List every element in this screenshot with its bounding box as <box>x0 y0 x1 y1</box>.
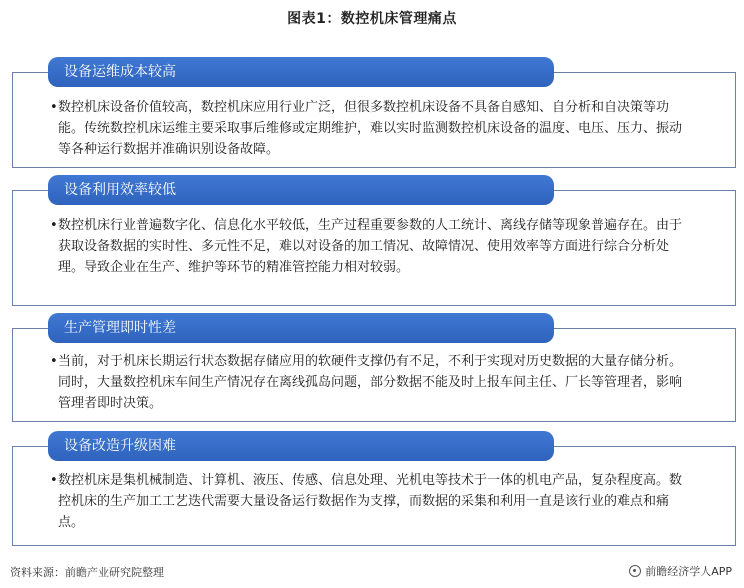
section-bullet-operation-cost <box>50 97 692 160</box>
bullet-dot-icon: • <box>50 473 58 488</box>
section-header-operation-cost: 设备运维成本较高 <box>48 57 554 87</box>
bullet-dot-icon: • <box>50 218 58 233</box>
section-header-upgrade: 设备改造升级困难 <box>48 431 554 461</box>
qianzhan-logo-icon <box>629 565 641 577</box>
section-header-utilization: 设备利用效率较低 <box>48 175 554 205</box>
section-bullet-utilization <box>50 215 692 278</box>
bullet-text: 当前，对于机床长期运行状态数据存储应用的软硬件支撑仍有不足，不利于实现对历史数据的大量存储分析。同时，大量数控机床车间生产情况存在离线孤岛问题，部分数据不能及时上报车间主任、厂长等管理者，影响管理者即时决策。 <box>58 354 683 411</box>
bullet-text: 数控机床行业普遍数字化、信息化水平较低，生产过程重要参数的人工统计、离线存储等现象普遍存在。由于获取设备数据的实时性、多元性不足，难以对设备的加工情况、故障情况、使用效率等方面进行综合分析处理。导致企业在生产、维护等环节的精准管控能力相对较弱。 <box>58 218 683 275</box>
section-bullet-upgrade <box>50 470 692 533</box>
bullet-dot-icon: • <box>50 354 58 369</box>
page-title: 图表1：数控机床管理痛点 <box>287 11 457 27</box>
source-note: 资料来源：前瞻产业研究院整理 <box>10 566 164 579</box>
brand-credit <box>629 563 732 579</box>
bullet-text: 数控机床设备价值较高，数控机床应用行业广泛，但很多数控机床设备不具备自感知、自分析和自决策等功能。传统数控机床运维主要采取事后维修或定期维护，难以实时监测数控机床设备的温度、电压、压力、振动等各种运行数据并准确识别设备故障。 <box>58 100 683 157</box>
bullet-text: 数控机床是集机械制造、计算机、液压、传感、信息处理、光机电等技术于一体的机电产品，复杂程度高。数控机床的生产加工工艺迭代需要大量设备运行数据作为支撑，而数据的采集和利用一直是该行业的难点和痛点。 <box>58 473 683 530</box>
brand-name: 前瞻经济学人APP <box>645 565 732 578</box>
section-header-management: 生产管理即时性差 <box>48 313 554 343</box>
section-bullet-management <box>50 351 692 414</box>
bullet-dot-icon: • <box>50 100 58 115</box>
